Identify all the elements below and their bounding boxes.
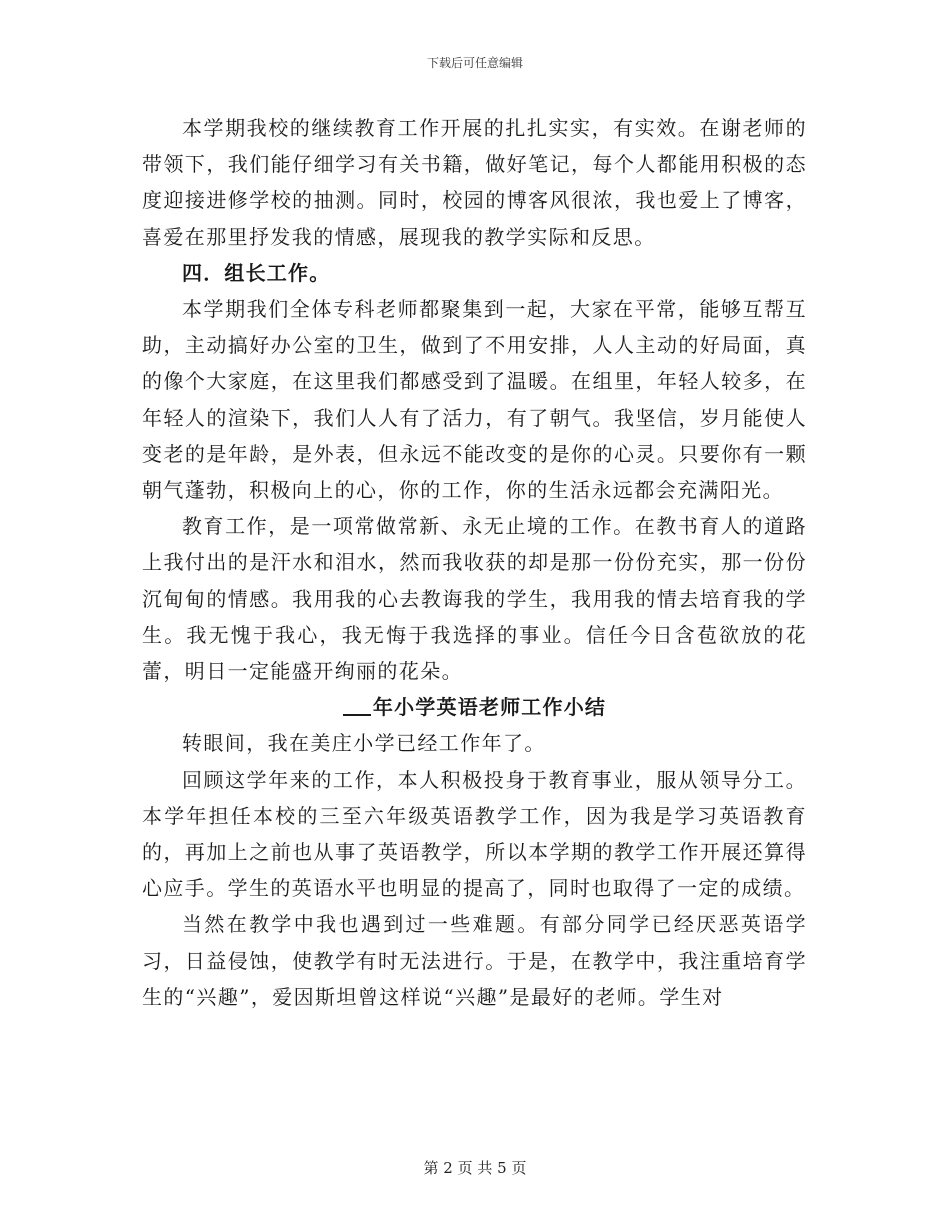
- page-header: 下载后可任意编辑: [426, 56, 523, 70]
- paragraph-intro: 转眼间，我在美庄小学已经工作年了。: [182, 731, 546, 756]
- paragraph-group-work: 本学期我们全体专科老师都聚集到一起，大家在平常，能够互帮互助，主动搞好办公室的卫生，做到了不用安排，人人主动的好局面，真的像个大家庭，在这里我们都感受到了温暖。在组里，年轻人较多，在年轻人的渲染下，我们人人有了活力，有了朝气。我坚信，岁月能使人变老的是年龄，是外表，但永远不能改变的是你的心灵。只要你有一颗朝气蓬勃，积极向上的心，你的工作，你的生活永远都会充满阳光。: [142, 297, 807, 503]
- paragraph-continuing-education: 本学期我校的继续教育工作开展的扎扎实实，有实效。在谢老师的带领下，我们能仔细学习有关书籍，做好笔记，每个人都能用积极的态度迎接进修学校的抽测。同时，校园的博客风很浓，我也爱上了博客，喜爱在那里抒发我的情感，展现我的教学实际和反思。: [142, 116, 807, 249]
- document-title-text: 年小学英语老师工作小结: [372, 695, 607, 720]
- document-body: [142, 110, 807, 1015]
- page-footer: 第 2 页 共 5 页: [423, 1159, 527, 1177]
- section-heading-group-leader: 四．组长工作。: [182, 260, 331, 285]
- paragraph-review: 回顾这学年来的工作，本人积极投身于教育事业，服从领导分工。本学年担任本校的三至六年级英语教学工作，因为我是学习英语教育的，再加上之前也从事了英语教学，所以本学期的教学工作开展还算得心应手。学生的英语水平也明显的提高了，同时也取得了一定的成绩。: [142, 767, 807, 901]
- paragraph-difficulties: 当然在教学中我也遇到过一些难题。有部分同学已经厌恶英语学习，日益侵蚀，使教学有时无法进行。于是，在教学中，我注重培育学生的“兴趣”，爱因斯坦曾这样说“兴趣”是最好的老师。学生对: [142, 912, 807, 1009]
- paragraph-education-work: 教育工作，是一项常做常新、永无止境的工作。在教书育人的道路上我付出的是汗水和泪水，然而我收获的却是那一份份充实，那一份份沉甸甸的情感。我用我的心去教诲我的学生，我用我的情去培育我的学生。我无愧于我心，我无悔于我选择的事业。信任今日含苞欲放的花蕾，明日一定能盛开绚丽的花朵。: [142, 514, 807, 684]
- document-title: [142, 689, 807, 725]
- title-blank-underline: [343, 696, 371, 716]
